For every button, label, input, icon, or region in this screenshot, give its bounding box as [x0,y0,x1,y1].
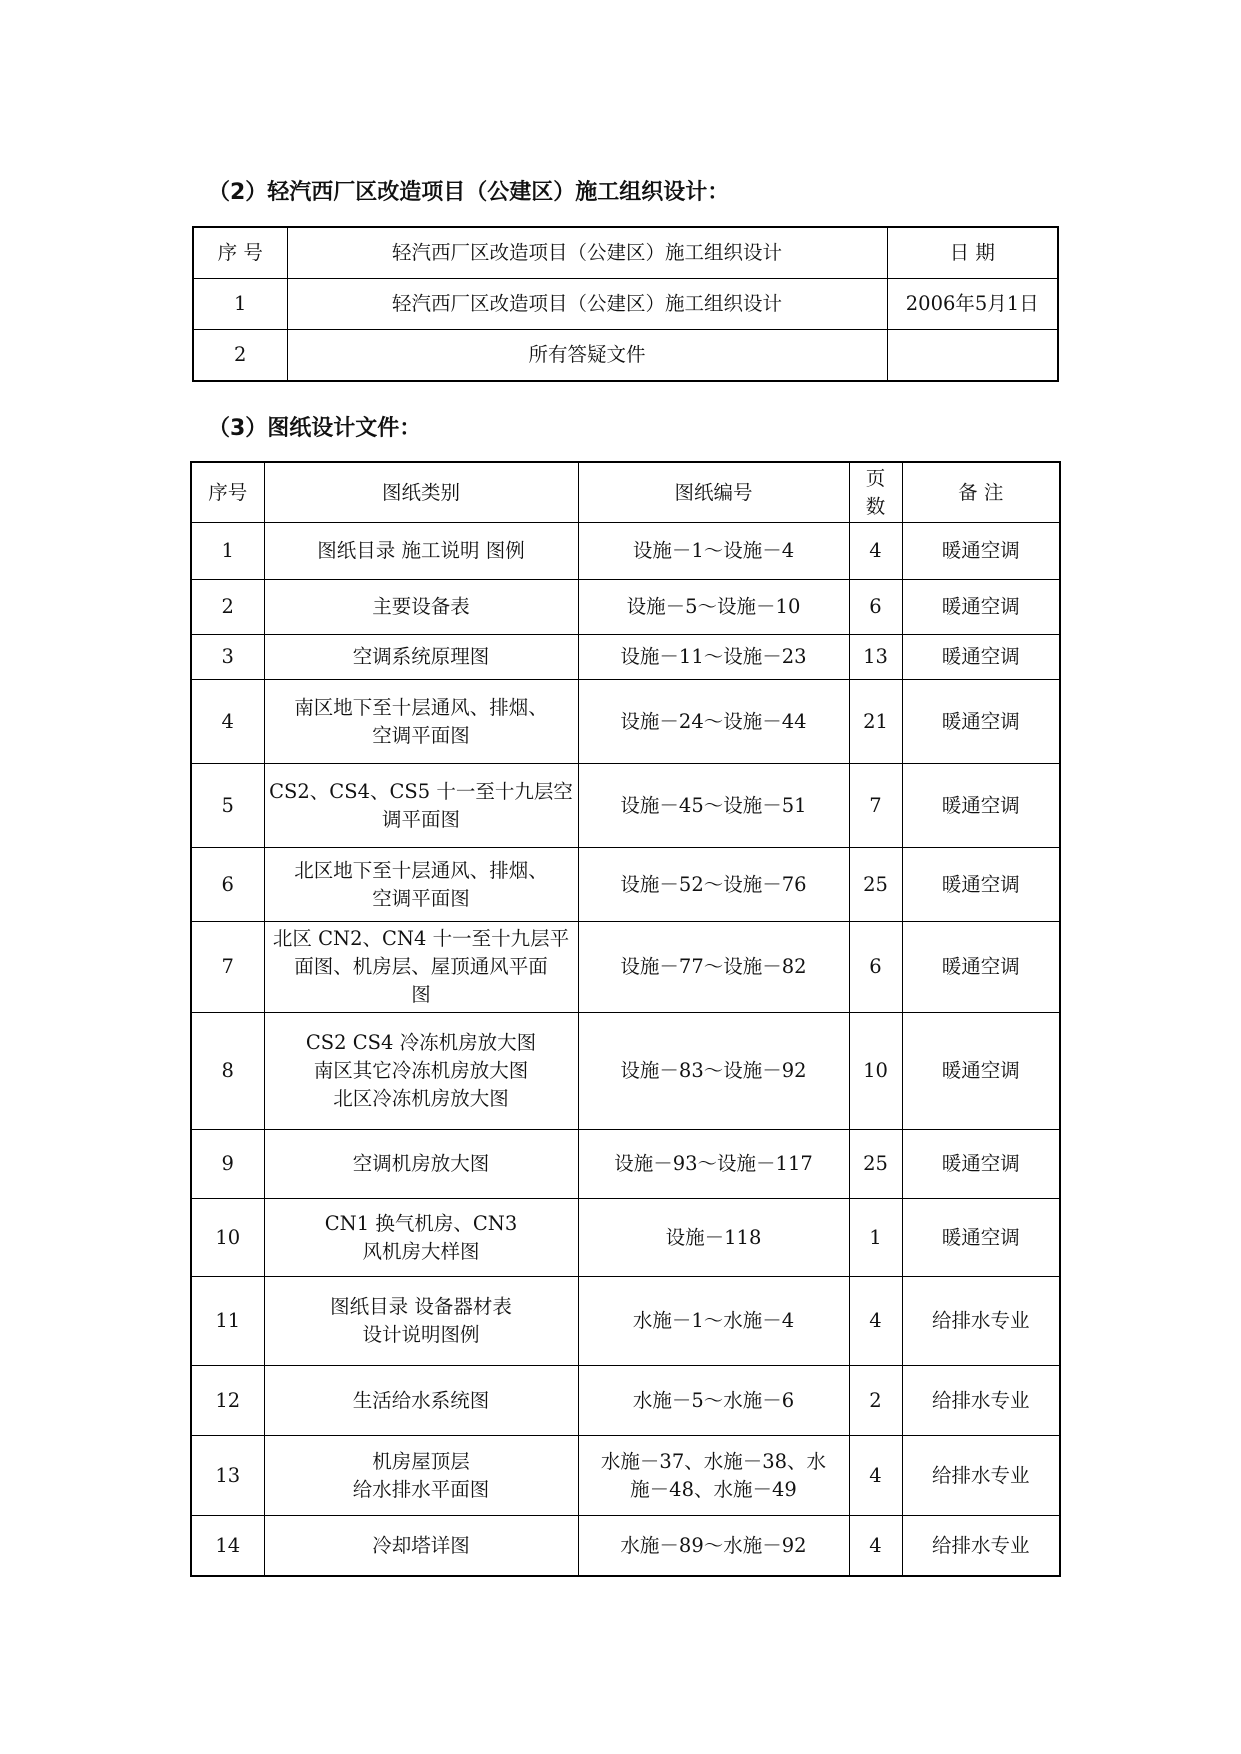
table-row [191,1277,1060,1366]
header-cell-drawing-number: 图纸编号 [578,462,849,523]
cell-index: 6 [191,848,264,922]
cell-line: 风机房大样图 [362,1239,480,1263]
header-cell-pages [849,462,902,523]
cell-drawing-number: 设施－52～设施－76 [578,848,849,922]
cell-pages: 7 [849,764,902,848]
construction-design-table [192,226,1059,382]
cell-index: 11 [191,1277,264,1366]
cell-category [264,1199,578,1277]
cell-remark: 暖通空调 [902,1013,1060,1130]
cell-drawing-number: 设施－1～设施－4 [578,523,849,580]
cell-category [264,764,578,848]
cell-pages: 25 [849,848,902,922]
cell-line: 施－48、水施－49 [630,1477,797,1501]
header-cell-title: 轻汽西厂区改造项目（公建区）施工组织设计 [287,227,887,279]
cell-category: 冷却塔详图 [264,1516,578,1577]
cell-title: 所有答疑文件 [287,330,887,382]
cell-drawing-number: 设施－118 [578,1199,849,1277]
cell-pages: 2 [849,1366,902,1436]
cell-line: 调平面图 [381,807,460,831]
drawing-files-table [190,461,1061,1577]
cell-remark: 暖通空调 [902,848,1060,922]
table-row [191,523,1060,580]
cell-category: 空调系统原理图 [264,635,578,680]
cell-line: 面图、机房层、屋顶通风平面 [294,955,548,978]
cell-drawing-number [578,1436,849,1516]
cell-remark: 给排水专业 [902,1436,1060,1516]
cell-remark: 暖通空调 [902,680,1060,764]
cell-drawing-number: 水施－89～水施－92 [578,1516,849,1577]
cell-index: 10 [191,1199,264,1277]
cell-drawing-number: 设施－77～设施－82 [578,922,849,1013]
cell-title: 轻汽西厂区改造项目（公建区）施工组织设计 [287,279,887,330]
cell-remark: 给排水专业 [902,1516,1060,1577]
table-row [191,1516,1060,1577]
cell-line: 设计说明图例 [362,1323,480,1346]
cell-line: 给水排水平面图 [352,1477,490,1501]
cell-pages: 25 [849,1130,902,1199]
table-row [191,1366,1060,1436]
cell-remark: 暖通空调 [902,922,1060,1013]
cell-index: 1 [191,523,264,580]
header-cell-index: 序 号 [193,227,287,279]
table-row [191,1199,1060,1277]
cell-category [264,1436,578,1516]
cell-index: 2 [191,580,264,635]
cell-index: 7 [191,922,264,1013]
cell-category: 生活给水系统图 [264,1366,578,1436]
cell-drawing-number: 设施－93～设施－117 [578,1130,849,1199]
table-row [193,279,1058,330]
cell-index: 12 [191,1366,264,1436]
cell-category [264,1277,578,1366]
cell-line: CS2 CS4 冷冻机房放大图 [305,1031,537,1054]
cell-category [264,680,578,764]
cell-category [264,1013,578,1130]
cell-pages: 6 [849,922,902,1013]
cell-remark: 暖通空调 [902,635,1060,680]
cell-line: 机房屋顶层 [372,1449,470,1473]
cell-remark: 暖通空调 [902,523,1060,580]
cell-remark: 暖通空调 [902,580,1060,635]
table-row [191,1013,1060,1130]
cell-pages: 4 [849,1436,902,1516]
cell-line: 图纸目录 设备器材表 [330,1295,512,1318]
header-cell-remark: 备 注 [902,462,1060,523]
cell-line: 页 [865,466,886,490]
cell-remark: 给排水专业 [902,1277,1060,1366]
cell-index: 3 [191,635,264,680]
cell-line: 水施－37、水施－38、水 [600,1449,827,1473]
table-row [191,635,1060,680]
table-row [191,1130,1060,1199]
table-row [191,764,1060,848]
table-row [191,1436,1060,1516]
cell-index: 13 [191,1436,264,1516]
cell-remark: 暖通空调 [902,764,1060,848]
section-heading-drawing-files: （3）图纸设计文件： [208,416,422,441]
cell-remark: 暖通空调 [902,1130,1060,1199]
cell-index: 2 [193,330,287,382]
cell-index: 1 [193,279,287,330]
cell-pages: 6 [849,580,902,635]
cell-index: 9 [191,1130,264,1199]
cell-pages: 21 [849,680,902,764]
cell-line: 北区地下至十层通风、排烟、 [294,858,548,882]
cell-category: 主要设备表 [264,580,578,635]
cell-date: 2006年5月1日 [887,279,1058,330]
cell-index: 8 [191,1013,264,1130]
cell-category [264,922,578,1013]
table-row [191,848,1060,922]
cell-index: 5 [191,764,264,848]
cell-category: 图纸目录 施工说明 图例 [264,523,578,580]
cell-line: 数 [865,494,886,518]
cell-pages: 13 [849,635,902,680]
cell-drawing-number: 设施－5～设施－10 [578,580,849,635]
table-row [191,922,1060,1013]
cell-date [887,330,1058,382]
cell-line: CN1 换气机房、CN3 [324,1211,518,1235]
cell-remark: 给排水专业 [902,1366,1060,1436]
cell-pages: 4 [849,1516,902,1577]
cell-index: 4 [191,680,264,764]
cell-pages: 4 [849,1277,902,1366]
cell-category [264,848,578,922]
cell-pages: 1 [849,1199,902,1277]
section-heading-construction-design: （2）轻汽西厂区改造项目（公建区）施工组织设计： [208,180,730,205]
cell-drawing-number: 水施－5～水施－6 [578,1366,849,1436]
table-row [193,330,1058,382]
table-row [191,580,1060,635]
cell-category: 空调机房放大图 [264,1130,578,1199]
cell-drawing-number: 设施－11～设施－23 [578,635,849,680]
table-row [191,680,1060,764]
cell-drawing-number: 设施－83～设施－92 [578,1013,849,1130]
header-cell-date: 日 期 [887,227,1058,279]
cell-remark: 暖通空调 [902,1199,1060,1277]
cell-line: 南区地下至十层通风、排烟、 [294,695,548,719]
header-cell-index: 序号 [191,462,264,523]
cell-line: 南区其它冷冻机房放大图 [313,1059,529,1082]
header-cell-category: 图纸类别 [264,462,578,523]
cell-line: 北区冷冻机房放大图 [333,1087,509,1110]
cell-line: 北区 CN2、CN4 十一至十九层平 [272,927,570,950]
cell-drawing-number: 设施－24～设施－44 [578,680,849,764]
cell-drawing-number: 设施－45～设施－51 [578,764,849,848]
cell-line: CS2、CS4、CS5 十一至十九层空 [269,779,573,803]
cell-line: 图 [411,983,431,1006]
cell-pages: 10 [849,1013,902,1130]
cell-index: 14 [191,1516,264,1577]
cell-drawing-number: 水施－1～水施－4 [578,1277,849,1366]
cell-line: 空调平面图 [372,723,470,747]
table-header-row [193,227,1058,279]
cell-line: 空调平面图 [372,886,470,910]
cell-pages: 4 [849,523,902,580]
table-header-row [191,462,1060,523]
